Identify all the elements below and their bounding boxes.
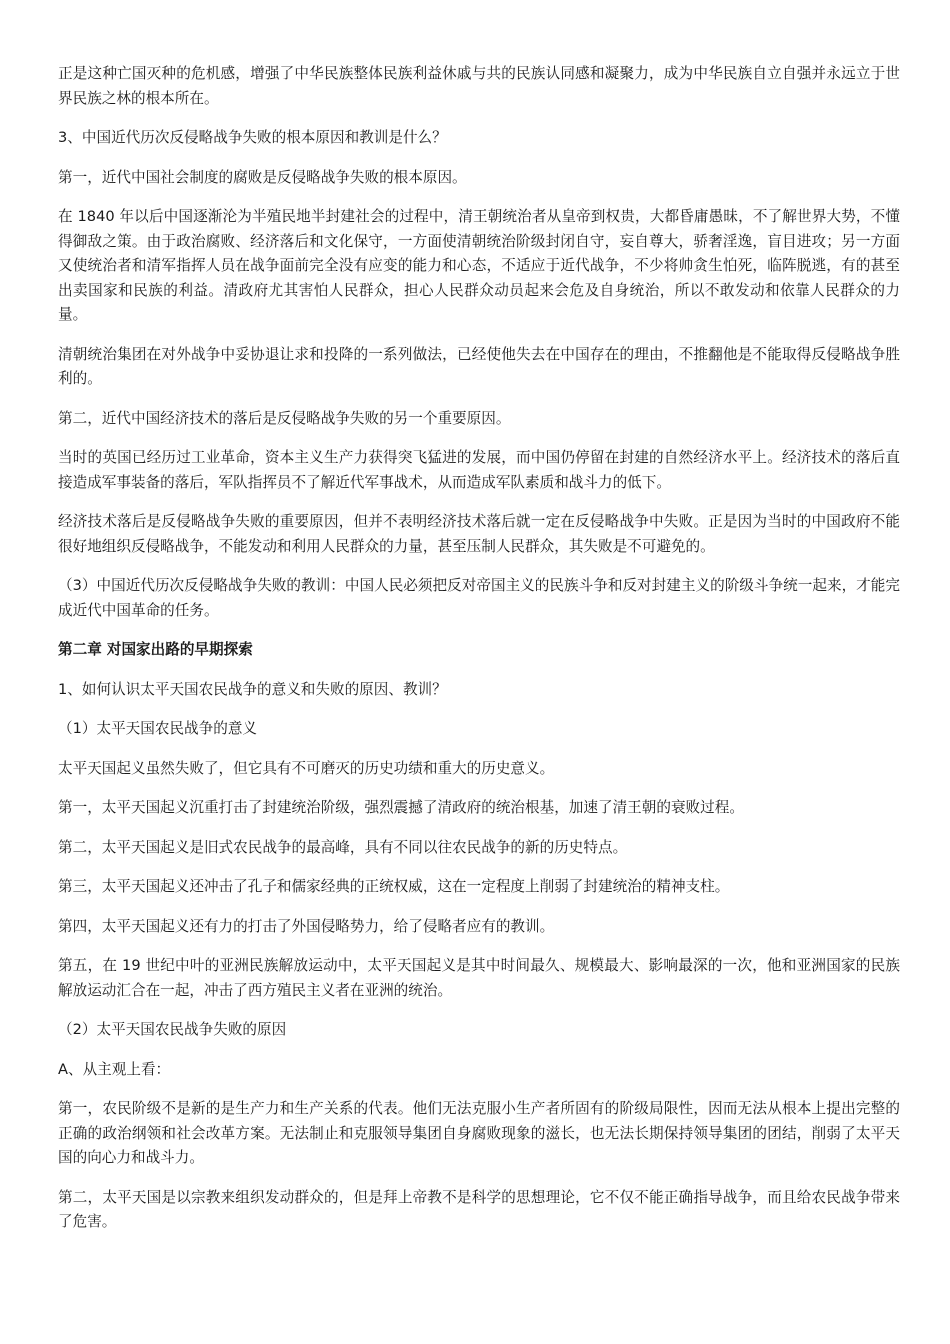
paragraph: （3）中国近代历次反侵略战争失败的教训：中国人民必须把反对帝国主义的民族斗争和反对封建主义的阶级斗争统一起来，才能完成近代中国革命的任务。 [58,577,900,619]
paragraph: 第二，太平天国是以宗教来组织发动群众的，但是拜上帝教不是科学的思想理论，它不仅不能正确指导战争，而且给农民战争带来了危害。 [58,1188,900,1230]
paragraph: 经济技术落后是反侵略战争失败的重要原因，但并不表明经济技术落后就一定在反侵略战争中失败。正是因为当时的中国政府不能很好地组织反侵略战争，不能发动和利用人民群众的力量，甚至压制人民群众，其失败是不可避免的。 [58,513,900,555]
document-page [58,62,900,1250]
sub-heading: A、从主观上看： [58,1060,171,1078]
paragraph: 清朝统治集团在对外战争中妥协退让求和投降的一系列做法，已经使他失去在中国存在的理由，不推翻他是不能取得反侵略战争胜利的。 [58,345,900,387]
paragraph: 太平天国起义虽然失败了，但它具有不可磨灭的历史功绩和重大的历史意义。 [58,759,555,777]
chapter-heading: 第二章 对国家出路的早期探索 [58,641,253,658]
paragraph: 第一，近代中国社会制度的腐败是反侵略战争失败的根本原因。 [58,168,467,186]
question-heading: 3、中国近代历次反侵略战争失败的根本原因和教训是什么？ [58,129,447,146]
paragraph: 正是这种亡国灭种的危机感，增强了中华民族整体民族利益休戚与共的民族认同感和凝聚力，成为中华民族自立自强并永远立于世界民族之林的根本所在。 [58,65,900,107]
paragraph: 第二，近代中国经济技术的落后是反侵略战争失败的另一个重要原因。 [58,409,511,427]
paragraph: 第一，农民阶级不是新的是生产力和生产关系的代表。他们无法克服小生产者所固有的阶级局限性，因而无法从根本上提出完整的正确的政治纲领和社会改革方案。无法制止和克服领导集团自身腐败现象的滋长，也无法长期保持领导集团的团结，削弱了太平天国的向心力和战斗力。 [58,1100,900,1166]
paragraph: 第二，太平天国起义是旧式农民战争的最高峰，具有不同以往农民战争的新的历史特点。 [58,838,628,856]
sub-heading: （2）太平天国农民战争失败的原因 [58,1021,287,1038]
question-heading: 1、如何认识太平天国农民战争的意义和失败的原因、教训？ [58,680,447,698]
paragraph: 第五，在 19 世纪中叶的亚洲民族解放运动中，太平天国起义是其中时间最久、规模最大、影响最深的一次，他和亚洲国家的民族解放运动汇合在一起，冲击了西方殖民主义者在亚洲的统治。 [58,957,900,999]
paragraph: 第三，太平天国起义还冲击了孔子和儒家经典的正统权威，这在一定程度上削弱了封建统治的精神支柱。 [58,878,730,895]
sub-heading: （1）太平天国农民战争的意义 [58,720,258,737]
paragraph: 第四，太平天国起义还有力的打击了外国侵略势力，给了侵略者应有的教训。 [58,917,555,935]
paragraph: 第一，太平天国起义沉重打击了封建统治阶级，强烈震撼了清政府的统治根基，加速了清王朝的衰败过程。 [58,799,744,816]
paragraph: 在 1840 年以后中国逐渐沦为半殖民地半封建社会的过程中，清王朝统治者从皇帝到权贵，大都昏庸愚昧，不了解世界大势，不懂得御敌之策。由于政治腐败、经济落后和文化保守，一方面使清朝统治阶级封闭自守，妄自尊大，骄奢淫逸，盲目进攻；另一方面又使统治者和清军指挥人员在战争面前完全没有应变的能力和心态，不适应于近代战争，不少将帅贪生怕死，临阵脱逃，有的甚至出卖国家和民族的利益。清政府尤其害怕人民群众，担心人民群众动员起来会危及自身统治，所以不敢发动和依靠人民群众的力量。 [58,208,900,323]
paragraph: 当时的英国已经历过工业革命，资本主义生产力获得突飞猛进的发展，而中国仍停留在封建的自然经济水平上。经济技术的落后直接造成军事装备的落后，军队指挥员不了解近代军事战术，从而造成军队素质和战斗力的低下。 [58,449,900,491]
